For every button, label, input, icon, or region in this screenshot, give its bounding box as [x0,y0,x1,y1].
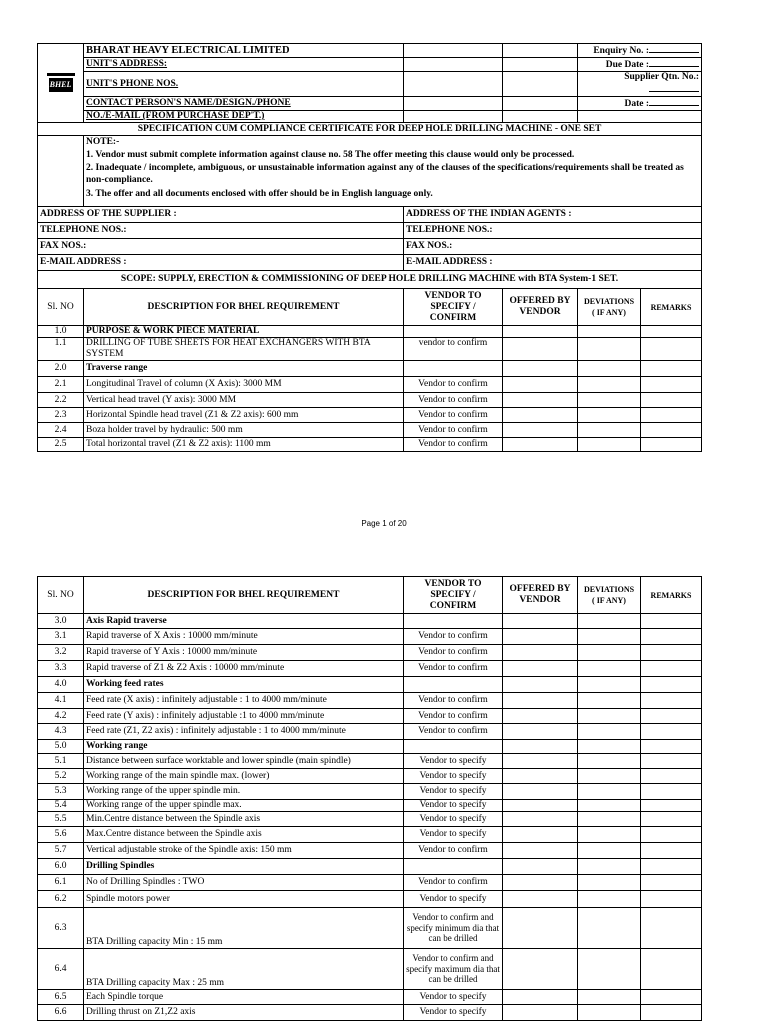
row-offered-cell[interactable] [503,769,578,784]
row-vendor: Vendor to confirm [404,629,503,645]
row-sl: 5.7 [38,843,84,859]
agents-telephone-label: TELEPHONE NOS.: [404,223,702,239]
note-3: 3. The offer and all documents enclosed with offer should be in English language only. [86,189,433,199]
row-desc: DRILLING OF TUBE SHEETS FOR HEAT EXCHANGERS WITH BTA SYSTEM [84,338,404,361]
row-remarks-cell[interactable] [641,377,702,393]
row-offered-cell[interactable] [503,361,578,377]
row-desc: Rapid traverse of Z1 & Z2 Axis : 10000 mm/minute [84,661,404,677]
blank-cell [503,58,578,72]
row-deviation-cell[interactable] [578,769,641,784]
row-offered-cell[interactable] [503,891,578,908]
row-deviation-cell[interactable] [578,614,641,629]
row-sl: 4.2 [38,709,84,724]
company-name: BHARAT HEAVY ELECTRICAL LIMITED [84,44,404,58]
row-desc: PURPOSE & WORK PIECE MATERIAL [84,326,404,338]
row-offered-cell[interactable] [503,990,578,1005]
row-sl: 6.4 [38,949,84,990]
row-remarks-cell[interactable] [641,875,702,891]
row-offered-cell[interactable] [503,724,578,740]
row-offered-cell[interactable] [503,338,578,361]
row-deviation-cell[interactable] [578,326,641,338]
row-deviation-cell[interactable] [578,859,641,875]
page-number: Page 1 of 20 [361,519,407,528]
notes-block [84,136,702,207]
row-remarks-cell[interactable] [641,754,702,769]
row-remarks-cell[interactable] [641,326,702,338]
agents-fax-label: FAX NOS.: [404,239,702,255]
row-sl: 2.2 [38,393,84,408]
col-header-deviations: DEVIATIONS ( IF ANY) [578,577,641,614]
row-deviation-cell[interactable] [578,645,641,661]
row-sl: 6.0 [38,859,84,875]
row-offered-cell[interactable] [503,859,578,875]
row-remarks-cell[interactable] [641,661,702,677]
row-vendor: Vendor to specify [404,891,503,908]
row-remarks-cell[interactable] [641,827,702,843]
supplier-address-label: ADDRESS OF THE SUPPLIER : [38,207,404,223]
compliance-table-page-1 [37,43,702,452]
row-desc: BTA Drilling capacity Max : 25 mm [84,949,404,990]
blank-cell [503,97,578,111]
row-remarks-cell[interactable] [641,724,702,740]
row-sl: 3.2 [38,645,84,661]
row-desc: Vertical adjustable stroke of the Spindle axis: 150 mm [84,843,404,859]
row-remarks-cell[interactable] [641,843,702,859]
row-desc: Working range of the main spindle max. (lower) [84,769,404,784]
col-header-remarks: REMARKS [641,289,702,326]
row-sl: 4.1 [38,693,84,709]
row-deviation-cell[interactable] [578,949,641,990]
row-remarks-cell[interactable] [641,812,702,827]
blank-cell [578,111,702,123]
col-header-vendor: VENDOR TO SPECIFY / CONFIRM [404,577,503,614]
scope-line: SCOPE: SUPPLY, ERECTION & COMMISSIONING OF DEEP HOLE DRILLING MACHINE with BTA System-1 SET. [38,271,702,289]
row-offered-cell[interactable] [503,377,578,393]
row-vendor: Vendor to specify [404,769,503,784]
col-header-deviations: DEVIATIONS ( IF ANY) [578,289,641,326]
row-offered-cell[interactable] [503,393,578,408]
row-desc: Drilling thrust on Z1,Z2 axis [84,1005,404,1021]
blank-cell [404,58,503,72]
row-deviation-cell[interactable] [578,990,641,1005]
blank-cell [404,97,503,111]
supplier-fax-label: FAX NOS.: [38,239,404,255]
row-remarks-cell[interactable] [641,859,702,875]
row-sl: 6.6 [38,1005,84,1021]
unit-address-label: UNIT'S ADDRESS: [84,58,404,72]
row-desc: Working range of the upper spindle max. [84,800,404,812]
row-desc: Longitudinal Travel of column (X Axis): 3000 MM [84,377,404,393]
row-remarks-cell[interactable] [641,438,702,452]
row-desc: Rapid traverse of X Axis : 10000 mm/minute [84,629,404,645]
row-offered-cell[interactable] [503,645,578,661]
row-offered-cell[interactable] [503,1005,578,1021]
row-sl: 2.1 [38,377,84,393]
row-deviation-cell[interactable] [578,754,641,769]
row-desc: Feed rate (X axis) : infinitely adjustable : 1 to 4000 mm/minute [84,693,404,709]
row-remarks-cell[interactable] [641,784,702,800]
row-desc: Traverse range [84,361,404,377]
row-deviation-cell[interactable] [578,377,641,393]
row-remarks-cell[interactable] [641,908,702,949]
row-offered-cell[interactable] [503,408,578,423]
row-sl: 4.0 [38,677,84,693]
blank-cell [503,44,578,58]
row-sl: 4.3 [38,724,84,740]
row-deviation-cell[interactable] [578,843,641,859]
row-vendor [404,326,503,338]
row-deviation-cell[interactable] [578,709,641,724]
row-remarks-cell[interactable] [641,709,702,724]
row-remarks-cell[interactable] [641,800,702,812]
row-vendor [404,614,503,629]
row-vendor: Vendor to confirm [404,393,503,408]
row-sl: 5.3 [38,784,84,800]
row-vendor: Vendor to specify [404,990,503,1005]
row-remarks-cell[interactable] [641,693,702,709]
note-1: 1. Vendor must submit complete information against clause no. 58 The offer meeting this clause would only be processed. [86,149,575,160]
row-vendor: Vendor to confirm [404,377,503,393]
row-vendor: Vendor to confirm and specify minimum dia that can be drilled [404,908,503,949]
row-desc: Vertical head travel (Y axis): 3000 MM [84,393,404,408]
compliance-table-page-2 [37,576,702,1021]
row-vendor: Vendor to specify [404,754,503,769]
col-header-desc: DESCRIPTION FOR BHEL REQUIREMENT [84,289,404,326]
row-remarks-cell[interactable] [641,629,702,645]
col-header-offered: OFFERED BY VENDOR [503,289,578,326]
row-desc: Max.Centre distance between the Spindle axis [84,827,404,843]
contact-person-label: CONTACT PERSON'S NAME/DESIGN./PHONE [84,97,404,111]
row-desc: Boza holder travel by hydraulic: 500 mm [84,423,404,438]
blank-cell [38,136,84,207]
row-remarks-cell[interactable] [641,645,702,661]
row-sl: 5.1 [38,754,84,769]
row-sl: 3.1 [38,629,84,645]
row-vendor: Vendor to confirm [404,724,503,740]
row-vendor: Vendor to specify [404,827,503,843]
row-desc: Total horizontal travel (Z1 & Z2 axis): 1100 mm [84,438,404,452]
row-vendor: Vendor to confirm [404,408,503,423]
row-offered-cell[interactable] [503,875,578,891]
row-desc: Axis Rapid traverse [84,614,404,629]
row-offered-cell[interactable] [503,326,578,338]
enquiry-no-field[interactable]: Enquiry No. : [578,44,702,58]
row-sl: 2.5 [38,438,84,452]
row-vendor: Vendor to confirm [404,423,503,438]
row-vendor: Vendor to confirm [404,843,503,859]
row-offered-cell[interactable] [503,629,578,645]
row-deviation-cell[interactable] [578,629,641,645]
row-remarks-cell[interactable] [641,338,702,361]
row-sl: 5.5 [38,812,84,827]
row-deviation-cell[interactable] [578,875,641,891]
row-deviation-cell[interactable] [578,891,641,908]
row-sl: 3.3 [38,661,84,677]
row-remarks-cell[interactable] [641,677,702,693]
row-sl: 5.6 [38,827,84,843]
row-desc: No of Drilling Spindles : TWO [84,875,404,891]
row-offered-cell[interactable] [503,843,578,859]
row-desc: Distance between surface worktable and lower spindle (main spindle) [84,754,404,769]
row-desc: BTA Drilling capacity Min : 15 mm [84,908,404,949]
row-offered-cell[interactable] [503,661,578,677]
col-header-sl: Sl. NO [38,577,84,614]
row-remarks-cell[interactable] [641,769,702,784]
row-remarks-cell[interactable] [641,614,702,629]
row-sl: 3.0 [38,614,84,629]
row-offered-cell[interactable] [503,709,578,724]
row-sl: 6.5 [38,990,84,1005]
row-remarks-cell[interactable] [641,408,702,423]
row-sl: 5.0 [38,740,84,754]
row-desc: Spindle motors power [84,891,404,908]
row-desc: Each Spindle torque [84,990,404,1005]
col-header-remarks: REMARKS [641,577,702,614]
row-sl: 1.1 [38,338,84,361]
row-vendor: Vendor to specify [404,800,503,812]
row-deviation-cell[interactable] [578,393,641,408]
row-sl: 2.4 [38,423,84,438]
col-header-vendor: VENDOR TO SPECIFY / CONFIRM [404,289,503,326]
row-desc: Feed rate (Y axis) : infinitely adjustable :1 to 4000 mm/minute [84,709,404,724]
row-sl: 5.2 [38,769,84,784]
row-offered-cell[interactable] [503,908,578,949]
row-deviation-cell[interactable] [578,423,641,438]
unit-phone-label: UNIT'S PHONE NOS. [84,72,404,97]
agents-email-label: E-MAIL ADDRESS : [404,255,702,271]
row-vendor: Vendor to confirm [404,875,503,891]
row-vendor: Vendor to confirm [404,661,503,677]
row-vendor: Vendor to confirm [404,709,503,724]
row-remarks-cell[interactable] [641,990,702,1005]
row-deviation-cell[interactable] [578,338,641,361]
row-vendor: Vendor to confirm [404,645,503,661]
supplier-qtn-field[interactable]: Supplier Qtn. No.: [578,72,702,97]
row-offered-cell[interactable] [503,677,578,693]
row-sl: 5.4 [38,800,84,812]
row-remarks-cell[interactable] [641,891,702,908]
row-vendor: Vendor to confirm [404,693,503,709]
row-deviation-cell[interactable] [578,361,641,377]
row-remarks-cell[interactable] [641,361,702,377]
row-offered-cell[interactable] [503,812,578,827]
supplier-telephone-label: TELEPHONE NOS.: [38,223,404,239]
col-header-sl: Sl. NO [38,289,84,326]
row-desc: Min.Centre distance between the Spindle axis [84,812,404,827]
row-remarks-cell[interactable] [641,1005,702,1021]
row-sl: 2.0 [38,361,84,377]
logo-text: BHEL [49,78,73,92]
row-remarks-cell[interactable] [641,949,702,990]
bhel-logo [38,44,84,123]
row-offered-cell[interactable] [503,800,578,812]
row-vendor: Vendor to specify [404,1005,503,1021]
row-desc: Working range [84,740,404,754]
row-deviation-cell[interactable] [578,908,641,949]
row-offered-cell[interactable] [503,827,578,843]
col-header-offered: OFFERED BY VENDOR [503,577,578,614]
row-vendor [404,740,503,754]
row-offered-cell[interactable] [503,423,578,438]
row-sl: 6.1 [38,875,84,891]
row-sl: 6.3 [38,908,84,949]
row-vendor [404,677,503,693]
row-vendor: Vendor to specify [404,784,503,800]
blank-cell [503,111,578,123]
row-deviation-cell[interactable] [578,661,641,677]
row-desc: Feed rate (Z1, Z2 axis) : infinitely adjustable : 1 to 4000 mm/minute [84,724,404,740]
row-deviation-cell[interactable] [578,827,641,843]
row-desc: Working range of the upper spindle min. [84,784,404,800]
supplier-email-label: E-MAIL ADDRESS : [38,255,404,271]
row-deviation-cell[interactable] [578,784,641,800]
row-deviation-cell[interactable] [578,740,641,754]
blank-cell [404,111,503,123]
col-header-desc: DESCRIPTION FOR BHEL REQUIREMENT [84,577,404,614]
blank-cell [404,72,503,97]
row-remarks-cell[interactable] [641,423,702,438]
row-desc: Drilling Spindles [84,859,404,875]
row-deviation-cell[interactable] [578,800,641,812]
blank-cell [503,72,578,97]
row-desc: Rapid traverse of Y Axis : 10000 mm/minute [84,645,404,661]
notes-title: NOTE:- [86,137,120,147]
row-offered-cell[interactable] [503,438,578,452]
row-offered-cell[interactable] [503,740,578,754]
due-date-field[interactable]: Due Date : [578,58,702,72]
row-offered-cell[interactable] [503,949,578,990]
row-vendor: Vendor to confirm [404,438,503,452]
spec-title: SPECIFICATION CUM COMPLIANCE CERTIFICATE FOR DEEP HOLE DRILLING MACHINE - ONE SET [38,123,702,136]
row-deviation-cell[interactable] [578,693,641,709]
row-deviation-cell[interactable] [578,677,641,693]
contact-email-label: NO./E-MAIL (FROM PURCHASE DEP'T.) [84,111,404,123]
row-offered-cell[interactable] [503,784,578,800]
row-sl: 1.0 [38,326,84,338]
row-sl: 2.3 [38,408,84,423]
row-remarks-cell[interactable] [641,740,702,754]
agents-address-label: ADDRESS OF THE INDIAN AGENTS : [404,207,702,223]
row-desc: Horizontal Spindle head travel (Z1 & Z2 axis): 600 mm [84,408,404,423]
row-deviation-cell[interactable] [578,812,641,827]
row-deviation-cell[interactable] [578,1005,641,1021]
date-field[interactable]: Date : [578,97,702,111]
row-offered-cell[interactable] [503,614,578,629]
row-vendor: Vendor to confirm and specify maximum dia that can be drilled [404,949,503,990]
row-offered-cell[interactable] [503,693,578,709]
row-vendor: vendor to confirm [404,338,503,361]
row-desc: Working feed rates [84,677,404,693]
row-vendor [404,361,503,377]
note-2: 2. Inadequate / incomplete, ambiguous, or unsustainable information against any of the clauses of the specifications/requirements shall be treated as non-compliance. [86,163,684,185]
blank-cell [404,44,503,58]
row-deviation-cell[interactable] [578,724,641,740]
row-vendor [404,859,503,875]
row-sl: 6.2 [38,891,84,908]
row-vendor: Vendor to specify [404,812,503,827]
row-deviation-cell[interactable] [578,438,641,452]
row-remarks-cell[interactable] [641,393,702,408]
row-offered-cell[interactable] [503,754,578,769]
row-deviation-cell[interactable] [578,408,641,423]
